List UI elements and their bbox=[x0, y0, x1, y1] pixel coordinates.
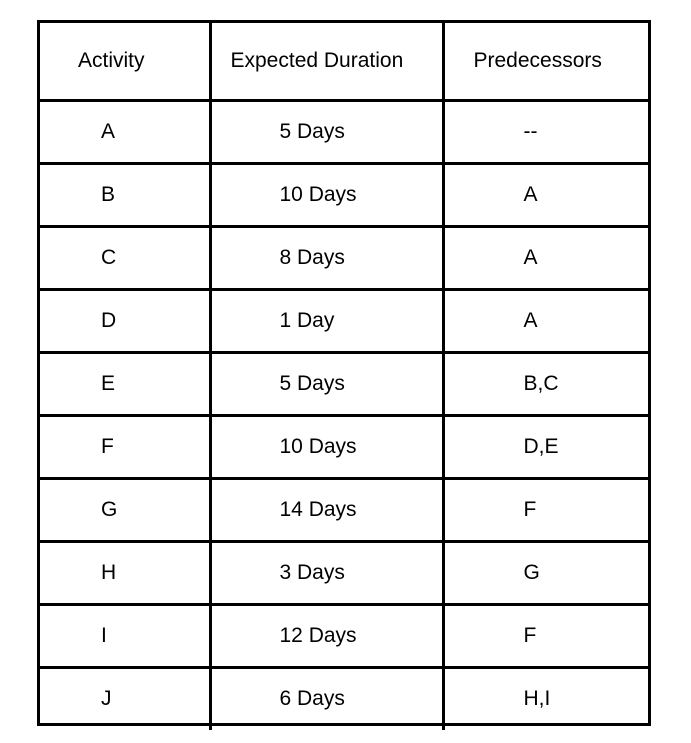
table-row bbox=[40, 226, 648, 289]
cell-activity: I bbox=[40, 604, 210, 667]
cell-predecessors: G bbox=[443, 541, 648, 604]
table-header-row bbox=[40, 23, 648, 100]
cell-activity: A bbox=[40, 100, 210, 163]
header-predecessors: Predecessors bbox=[443, 23, 648, 100]
header-expected-duration: Expected Duration bbox=[210, 23, 443, 100]
header-activity: Activity bbox=[40, 23, 210, 100]
cell-duration: 10 Days bbox=[210, 415, 443, 478]
cell-activity: F bbox=[40, 415, 210, 478]
cell-duration: 5 Days bbox=[210, 100, 443, 163]
cell-predecessors: F bbox=[443, 604, 648, 667]
cell-predecessors: A bbox=[443, 163, 648, 226]
cell-predecessors: B,C bbox=[443, 352, 648, 415]
cell-duration: 6 Days bbox=[210, 667, 443, 730]
cell-duration: 10 Days bbox=[210, 163, 443, 226]
activity-table-grid bbox=[40, 23, 648, 730]
table-row bbox=[40, 667, 648, 730]
cell-predecessors: -- bbox=[443, 100, 648, 163]
cell-predecessors: D,E bbox=[443, 415, 648, 478]
cell-activity: D bbox=[40, 289, 210, 352]
cell-duration: 1 Day bbox=[210, 289, 443, 352]
table-row bbox=[40, 415, 648, 478]
table-row bbox=[40, 100, 648, 163]
cell-activity: E bbox=[40, 352, 210, 415]
table-row bbox=[40, 478, 648, 541]
cell-predecessors: A bbox=[443, 226, 648, 289]
cell-activity: H bbox=[40, 541, 210, 604]
cell-duration: 5 Days bbox=[210, 352, 443, 415]
cell-activity: B bbox=[40, 163, 210, 226]
cell-activity: G bbox=[40, 478, 210, 541]
cell-duration: 8 Days bbox=[210, 226, 443, 289]
cell-predecessors: H,I bbox=[443, 667, 648, 730]
cell-activity: J bbox=[40, 667, 210, 730]
cell-duration: 3 Days bbox=[210, 541, 443, 604]
table-row bbox=[40, 289, 648, 352]
cell-predecessors: F bbox=[443, 478, 648, 541]
table-row bbox=[40, 163, 648, 226]
table-row bbox=[40, 352, 648, 415]
cell-duration: 12 Days bbox=[210, 604, 443, 667]
table-row bbox=[40, 541, 648, 604]
cell-activity: C bbox=[40, 226, 210, 289]
cell-predecessors: A bbox=[443, 289, 648, 352]
cell-duration: 14 Days bbox=[210, 478, 443, 541]
table-row bbox=[40, 604, 648, 667]
activity-table bbox=[37, 20, 651, 726]
